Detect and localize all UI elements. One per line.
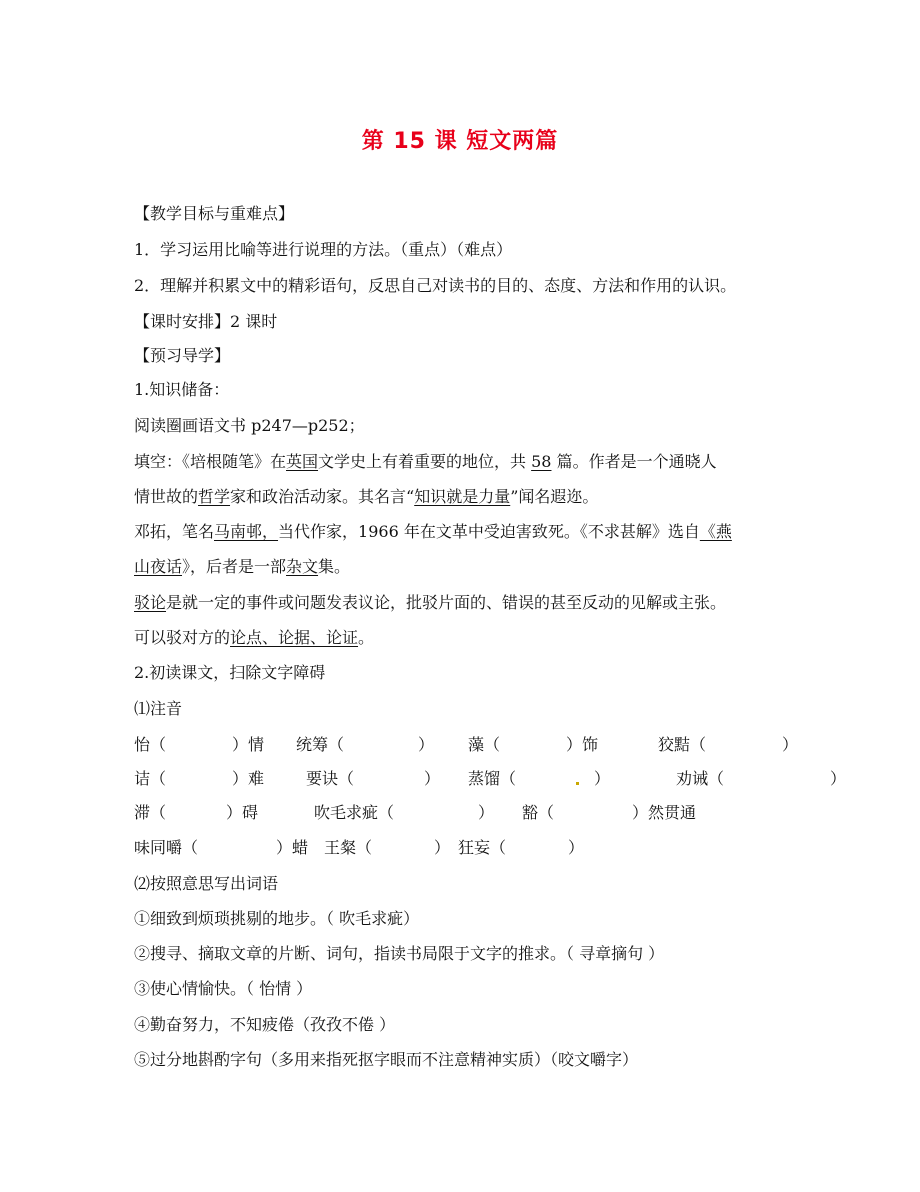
- fill-text: 当代作家，1966 年在文革中受迫害致死。《不求甚解》选自: [278, 522, 700, 541]
- pinyin-prompt: 要诀（: [306, 769, 355, 788]
- fill-line-3: [134, 522, 732, 542]
- pinyin-prompt: ）难: [232, 769, 265, 788]
- fill-line-6: [134, 628, 374, 648]
- fill-line-4: [134, 557, 350, 577]
- fill-answer-penname: 马南邨，: [214, 522, 279, 541]
- word-item-1: ①细致到烦琐挑剔的地步。（ 吹毛求疵）: [134, 909, 420, 928]
- fill-text: 可以驳对方的: [134, 628, 231, 647]
- pinyin-prompt: 狡黠（: [658, 735, 707, 754]
- goal-item-2: 2．理解并积累文中的精彩语句，反思自己对读书的目的、态度、方法和作用的认识。: [134, 276, 737, 295]
- fill-text: 集。: [318, 557, 351, 576]
- fill-line-1: [134, 452, 717, 472]
- pinyin-prompt: 劝诫（: [676, 769, 725, 788]
- pinyin-prompt: 豁（: [522, 803, 555, 822]
- pinyin-prompt: 王粲（: [324, 838, 373, 857]
- fill-answer-term: 驳论: [134, 593, 167, 612]
- pinyin-prompt: ）碍: [226, 803, 259, 822]
- pinyin-row: [0, 838, 920, 860]
- pinyin-prompt: 诘（: [134, 769, 167, 788]
- highlight-mark: [576, 782, 579, 785]
- pinyin-prompt: ）: [782, 735, 799, 754]
- reading-assignment: 阅读圈画语文书 p247—p252；: [134, 416, 365, 435]
- fill-line-5: [134, 593, 726, 613]
- read-heading: 2.初读课文，扫除文字障碍: [134, 663, 326, 682]
- fill-text: 家和政治活动家。其名言“: [230, 487, 415, 506]
- goal-item-1: 1．学习运用比喻等进行说理的方法。（重点）（难点）: [134, 240, 513, 259]
- pinyin-prompt: ）蜡: [276, 838, 309, 857]
- word-item-5: ⑤过分地斟酌字句（多用来指死抠字眼而不注意精神实质）（咬文嚼字）: [134, 1050, 639, 1069]
- fill-text: 》，后者是一部: [182, 557, 287, 576]
- pinyin-prompt: 蒸馏（: [468, 769, 517, 788]
- pinyin-prompt: ）: [434, 838, 451, 857]
- pinyin-prompt: 吹毛求疵（: [314, 803, 395, 822]
- pinyin-prompt: 怡（: [134, 735, 167, 754]
- knowledge-heading: 1.知识储备：: [134, 380, 230, 399]
- fill-text: 情世故的: [134, 487, 199, 506]
- preview-heading: 【预习导学】: [134, 346, 231, 365]
- pinyin-prompt: ）: [418, 735, 435, 754]
- fill-answer-country: 英国: [286, 452, 319, 471]
- pinyin-row: [0, 803, 920, 825]
- pinyin-prompt: 统筹（: [296, 735, 345, 754]
- fill-answer-genre: 杂文: [286, 557, 319, 576]
- pinyin-prompt: ）: [830, 769, 847, 788]
- pinyin-row: [0, 735, 920, 757]
- pinyin-prompt: 滞（: [134, 803, 167, 822]
- pinyin-prompt: ）: [568, 838, 585, 857]
- fill-answer-field: 哲学: [198, 487, 231, 506]
- fill-text: 文学史上有着重要的地位，共: [318, 452, 532, 471]
- fill-text: ”闻名遐迩。: [510, 487, 599, 506]
- word-item-3: ③使心情愉快。（ 怡情 ）: [134, 979, 313, 998]
- pinyin-prompt: ）情: [232, 735, 265, 754]
- fill-answer-source: 《燕: [699, 522, 732, 541]
- fill-answer-quote: 知识就是力量: [414, 487, 511, 506]
- schedule-line: [134, 312, 277, 332]
- schedule-heading: 【课时安排】: [134, 312, 231, 331]
- goals-heading: 【教学目标与重难点】: [134, 204, 295, 223]
- fill-line-2: [134, 487, 598, 507]
- pinyin-prompt: ）: [478, 803, 495, 822]
- page-title: 第 15 课 短文两篇: [361, 129, 559, 154]
- pinyin-row: [0, 769, 920, 791]
- words-heading: ⑵按照意思写出词语: [134, 874, 279, 893]
- word-item-4: ④勤奋努力，不知疲倦（孜孜不倦 ）: [134, 1015, 396, 1034]
- pinyin-prompt: ）饰: [566, 735, 599, 754]
- pinyin-prompt: 味同嚼（: [134, 838, 199, 857]
- pinyin-prompt: ）: [424, 769, 441, 788]
- pinyin-prompt: ）: [594, 769, 611, 788]
- pinyin-prompt: 藻（: [468, 735, 501, 754]
- fill-text: 邓拓，笔名: [134, 522, 215, 541]
- fill-answer-count: 58: [531, 452, 552, 471]
- fill-text: 。: [358, 628, 375, 647]
- pinyin-prompt: 狂妄（: [458, 838, 507, 857]
- fill-answer-source-cont: 山夜话: [134, 557, 183, 576]
- pinyin-prompt: ）然贯通: [632, 803, 697, 822]
- pinyin-heading: ⑴注音: [134, 699, 183, 718]
- fill-answer-elements: 论点、论据、论证: [230, 628, 359, 647]
- fill-text: 篇。作者是一个通晓人: [551, 452, 717, 471]
- fill-text: 是就一定的事件或问题发表议论，批驳片面的、错误的甚至反动的见解或主张。: [166, 593, 727, 612]
- schedule-value: 2 课时: [230, 312, 278, 331]
- word-item-2: ②搜寻、摘取文章的片断、词句，指读书局限于文字的推求。（ 寻章摘句 ）: [134, 944, 665, 963]
- fill-text: 填空：《培根随笔》在: [134, 452, 287, 471]
